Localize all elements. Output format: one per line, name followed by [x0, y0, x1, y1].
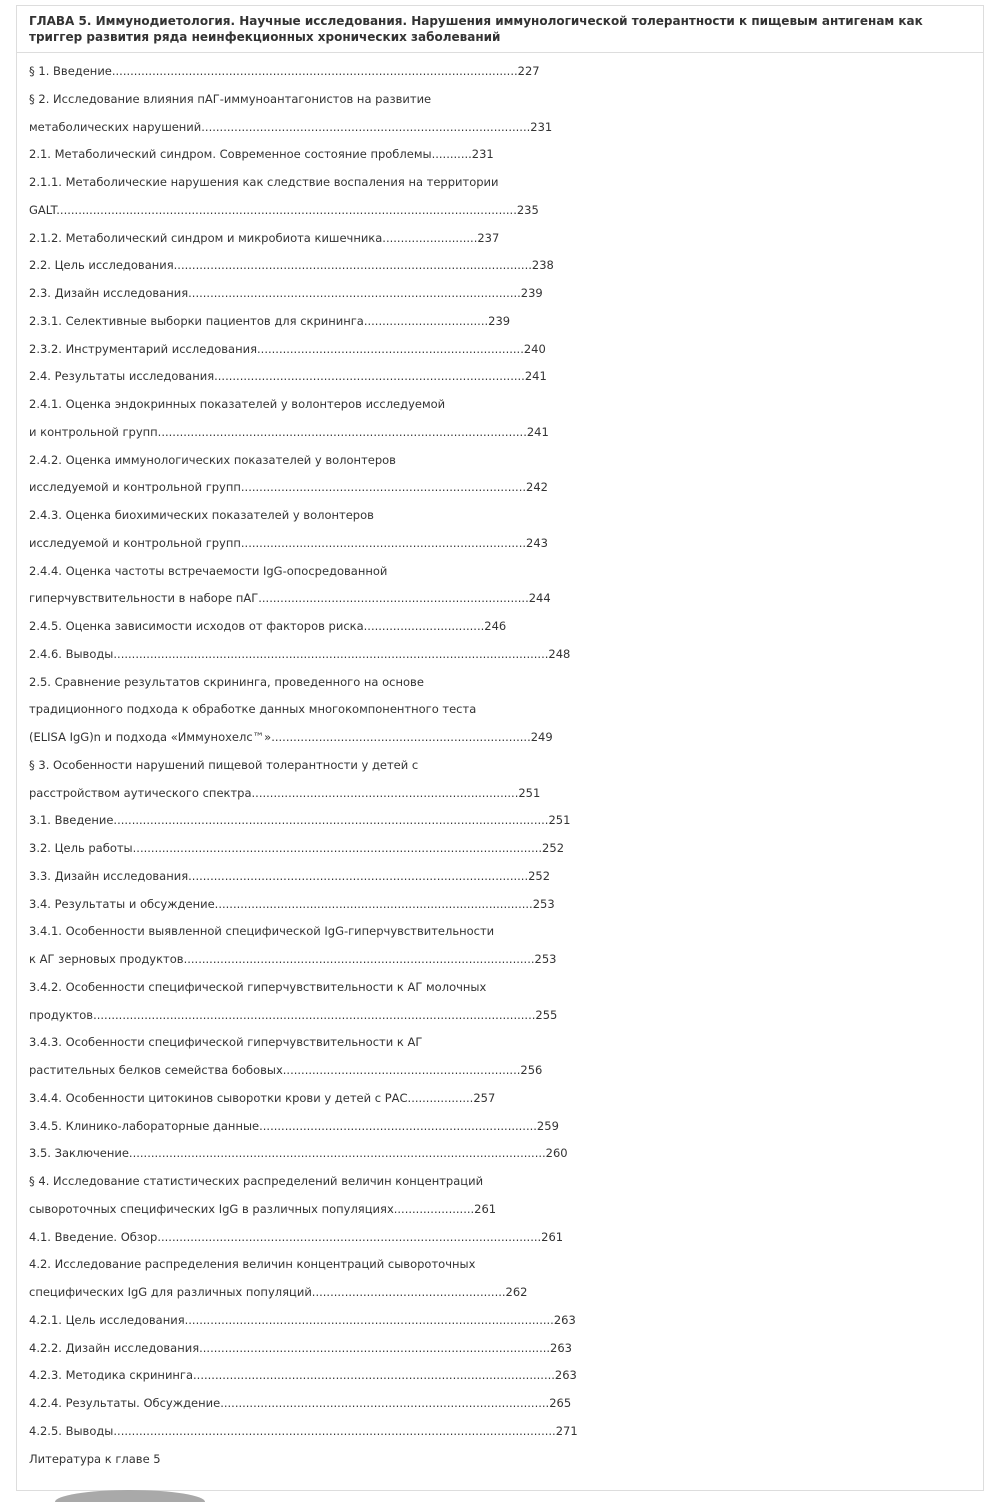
toc-line-text: продуктов.........................................................................................................................255: [29, 1007, 558, 1022]
table-of-contents: [29, 58, 929, 1473]
toc-line: [29, 1085, 929, 1113]
toc-line-text: 2.4.5. Оценка зависимости исходов от факторов риска.................................246: [29, 619, 507, 633]
toc-line: [29, 1168, 929, 1196]
toc-line-text: 4.2.4. Результаты. Обсуждение..........................................................................................265: [29, 1396, 572, 1410]
toc-line-text: 3.5. Заключение..................................................................................................................260: [29, 1146, 568, 1161]
toc-line: [29, 1418, 929, 1446]
toc-line-text: 2.4.1. Оценка эндокринных показателей у волонтеров исследуемой: [29, 397, 446, 411]
scroll-tab[interactable]: [55, 1490, 205, 1502]
toc-line: [29, 252, 929, 280]
toc-line-text: исследуемой и контрольной групп..............................................................................242: [29, 480, 548, 495]
toc-line: [29, 1002, 929, 1030]
toc-line: [29, 141, 929, 169]
toc-line: [29, 974, 929, 1002]
toc-line-text: 2.1.2. Метаболический синдром и микробиота кишечника..........................237: [29, 230, 500, 245]
toc-line: [29, 336, 929, 364]
toc-line: [29, 169, 929, 197]
toc-line: [29, 1113, 929, 1141]
toc-line: [29, 86, 929, 114]
toc-line-text: 3.4. Результаты и обсуждение.......................................................................................253: [29, 896, 555, 911]
toc-line: [29, 641, 929, 669]
toc-line: [29, 918, 929, 946]
toc-line: [29, 613, 929, 641]
toc-line: [29, 558, 929, 586]
toc-line: [29, 530, 929, 558]
toc-line-text: 3.4.2. Особенности специфической гиперчувствительности к АГ молочных: [29, 979, 487, 994]
toc-line-text: 3.4.5. Клинико-лабораторные данные............................................................................259: [29, 1118, 559, 1133]
toc-line: [29, 752, 929, 780]
toc-line-text: традиционного подхода к обработке данных многокомпонентного теста: [29, 702, 477, 717]
toc-line-text: 2.3.1. Селективные выборки пациентов для скрининга..................................239: [29, 313, 511, 328]
toc-line-text: 2.1. Метаболический синдром. Современное состояние проблемы...........231: [29, 147, 494, 162]
toc-line: [29, 1057, 929, 1085]
toc-line: [29, 1307, 929, 1335]
toc-line-text: 2.5. Сравнение результатов скрининга, проведенного на основе: [29, 674, 424, 689]
toc-line: [29, 1196, 929, 1224]
toc-line: [29, 474, 929, 502]
toc-line: [29, 1390, 929, 1418]
toc-line: [29, 1251, 929, 1279]
toc-line: [29, 114, 929, 142]
toc-line-text: 3.1. Введение.......................................................................................................................251: [29, 813, 571, 828]
toc-line-text: 3.3. Дизайн исследования.............................................................................................252: [29, 868, 551, 883]
toc-line-text: 3.4.3. Особенности специфической гиперчувствительности к АГ: [29, 1035, 423, 1050]
toc-line-text: 3.4.4. Особенности цитокинов сыворотки крови у детей с РАС..................257: [29, 1090, 496, 1105]
toc-line: [29, 363, 929, 391]
toc-line-text: (ELISA IgG)n и подхода «Иммунохелс™».......................................................................249: [29, 730, 553, 744]
toc-line: [29, 835, 929, 863]
toc-line-text: 4.2. Исследование распределения величин концентраций сывороточных: [29, 1257, 476, 1272]
toc-line: [29, 419, 929, 447]
toc-line-text: и контрольной групп.....................................................................................................241: [29, 424, 549, 439]
toc-line-text: 4.1. Введение. Обзор.........................................................................................................261: [29, 1229, 564, 1244]
toc-line: [29, 1446, 929, 1474]
toc-line-text: Литература к главе 5: [29, 1451, 161, 1466]
toc-line-text: 2.4.4. Оценка частоты встречаемости IgG-опосредованной: [29, 563, 388, 578]
toc-line-text: 4.2.5. Выводы.........................................................................................................................271: [29, 1423, 578, 1438]
toc-line: [29, 1279, 929, 1307]
toc-line: [29, 308, 929, 336]
chapter-title: ГЛАВА 5. Иммунодиетология. Научные исследования. Нарушения иммунологической толерантности к пищевым антигенам как триггер развития ряда неинфекционных хронических заболеваний: [29, 14, 923, 44]
toc-line: [29, 197, 929, 225]
toc-line-text: § 2. Исследование влияния пАГ-иммуноантагонистов на развитие: [29, 91, 432, 106]
toc-line-text: 2.4. Результаты исследования.....................................................................................241: [29, 369, 547, 384]
toc-line-text: § 4. Исследование статистических распределений величин концентраций: [29, 1174, 484, 1188]
toc-line-text: § 1. Введение...............................................................................................................227: [29, 64, 540, 78]
toc-line: [29, 225, 929, 253]
toc-line-text: растительных белков семейства бобовых.................................................................256: [29, 1063, 543, 1077]
toc-line: [29, 946, 929, 974]
toc-line: [29, 1335, 929, 1363]
toc-line: [29, 891, 929, 919]
toc-line-text: исследуемой и контрольной групп..............................................................................243: [29, 535, 548, 550]
toc-line-text: 2.4.3. Оценка биохимических показателей у волонтеров: [29, 508, 374, 522]
toc-line: [29, 391, 929, 419]
toc-line-text: 2.1.1. Метаболические нарушения как следствие воспаления на территории: [29, 175, 499, 189]
panel-header: [17, 6, 983, 53]
toc-line: [29, 696, 929, 724]
toc-line-text: 3.2. Цель работы................................................................................................................252: [29, 841, 565, 855]
toc-line-text: 2.3. Дизайн исследования...........................................................................................239: [29, 286, 543, 300]
toc-line-text: гиперчувствительности в наборе пАГ..........................................................................244: [29, 591, 551, 606]
toc-line-text: 4.2.1. Цель исследования.....................................................................................................263: [29, 1312, 576, 1327]
toc-line-text: 2.3.2. Инструментарий исследования.........................................................................240: [29, 341, 546, 356]
toc-line-text: 4.2.2. Дизайн исследования................................................................................................263: [29, 1340, 572, 1355]
toc-line: [29, 669, 929, 697]
toc-line-text: сывороточных специфических IgG в различных популяциях......................261: [29, 1201, 497, 1216]
toc-line: [29, 780, 929, 808]
toc-line-text: 2.4.2. Оценка иммунологических показателей у волонтеров: [29, 452, 396, 467]
toc-line: [29, 280, 929, 308]
toc-line-text: 3.4.1. Особенности выявленной специфической IgG-гиперчувствительности: [29, 924, 495, 939]
toc-line: [29, 585, 929, 613]
toc-line: [29, 1362, 929, 1390]
toc-line: [29, 1140, 929, 1168]
content-panel: [16, 5, 984, 1491]
toc-line-text: 2.4.6. Выводы.......................................................................................................................248: [29, 646, 571, 661]
toc-line-text: специфических IgG для различных популяций.....................................................262: [29, 1285, 528, 1299]
toc-line-text: 2.2. Цель исследования..................................................................................................238: [29, 258, 554, 273]
toc-line: [29, 58, 929, 86]
toc-line-text: § 3. Особенности нарушений пищевой толерантности у детей с: [29, 757, 419, 772]
toc-line-text: GALT..............................................................................................................................235: [29, 202, 539, 217]
toc-line: [29, 1224, 929, 1252]
toc-line: [29, 724, 929, 752]
toc-line-text: расстройством аутического спектра.........................................................................251: [29, 785, 541, 800]
toc-line: [29, 502, 929, 530]
toc-line: [29, 447, 929, 475]
toc-line: [29, 807, 929, 835]
toc-line-text: 4.2.3. Методика скрининга...................................................................................................263: [29, 1368, 577, 1383]
toc-line-text: метаболических нарушений..........................................................................................231: [29, 119, 553, 134]
toc-line: [29, 1029, 929, 1057]
toc-line-text: к АГ зерновых продуктов................................................................................................253: [29, 952, 557, 966]
toc-line: [29, 863, 929, 891]
